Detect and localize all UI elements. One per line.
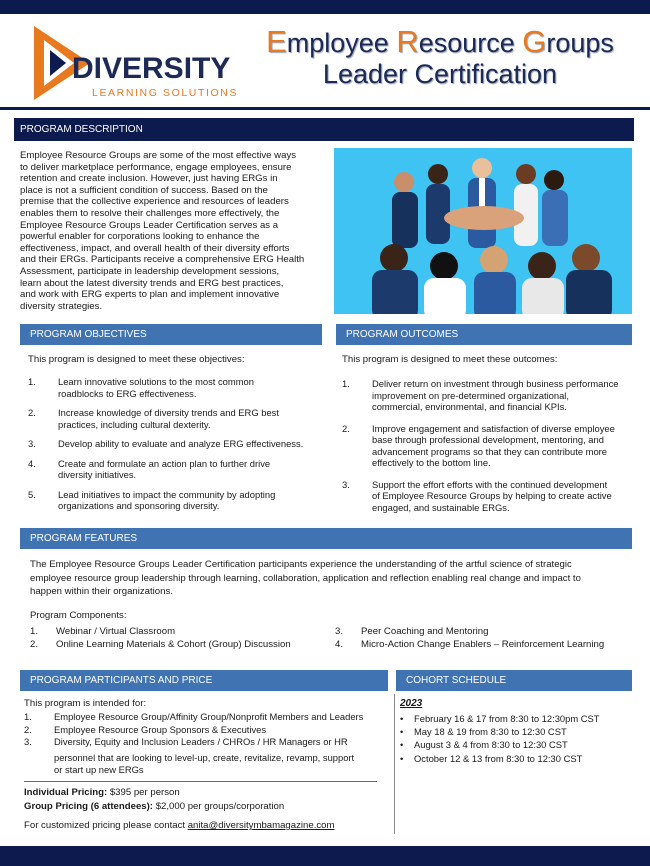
features-text (30, 558, 630, 599)
description-line: effectiveness, impact, and overall health of their diversity efforts (20, 242, 290, 254)
description-line: diversity strategies. (20, 300, 103, 312)
cohort-dates-list (400, 712, 600, 765)
description-line: premise that the collective experience and resources of leaders (20, 196, 289, 208)
section-heading-participants: PROGRAM PARTICIPANTS AND PRICE (20, 670, 388, 691)
description-text (20, 150, 330, 312)
list-item: 5. Lead initiatives to impact the community by adopting organizations and sponsoring diversity. (28, 488, 276, 511)
individual-pricing-value: $395 per person (109, 787, 180, 798)
title-cap-r: R (396, 24, 419, 59)
description-line: Employee Resource Groups Leader Certification serves as a (20, 219, 279, 231)
list-item: • October 12 & 13 from 8:30 to 12:30 CST (400, 752, 600, 765)
group-pricing (24, 801, 284, 812)
list-item: 2. Increase knowledge of diversity trends and ERG best practices, including cultural dexterity. (28, 407, 279, 430)
participants-intro: This program is intended for: (24, 698, 147, 709)
section-heading-cohort: COHORT SCHEDULE (396, 670, 632, 691)
header-divider (0, 107, 650, 110)
outcomes-intro: This program is designed to meet these outcomes: (342, 354, 558, 365)
logo-wordmark: DIVERSITY (72, 52, 231, 85)
description-line: Employee Resource Groups are some of the most effective ways (20, 150, 297, 161)
description-line: powerful enabler for corporations looking to enhance the (20, 231, 260, 243)
list-item: 1. Employee Resource Group/Affinity Group/Nonprofit Members and Leaders (24, 711, 364, 722)
participants-list (24, 711, 384, 777)
individual-pricing (24, 787, 180, 798)
top-band (0, 0, 650, 14)
list-item: 3. Develop ability to evaluate and analyze ERG effectiveness. (28, 438, 304, 449)
description-line: to deliver marketplace performance, engage employees, ensure (20, 161, 292, 173)
list-item: 3. Peer Coaching and Mentoring (335, 626, 489, 637)
title-word-3: roups (546, 28, 614, 58)
pricing-divider (24, 781, 377, 782)
description-line: retention and create inclusion. However, just having ERGs in (20, 173, 278, 185)
team-huddle-illustration (334, 148, 632, 314)
outcomes-list (342, 378, 642, 513)
list-item: 1. Learn innovative solutions to the most common roadblocks to ERG effectiveness. (28, 376, 254, 399)
cohort-year: 2023 (400, 698, 423, 709)
section-heading-description: PROGRAM DESCRIPTION (14, 118, 634, 141)
section-heading-features: PROGRAM FEATURES (20, 528, 632, 549)
list-item: 1. Webinar / Virtual Classroom (30, 626, 176, 637)
list-item: • February 16 & 17 from 8:30 to 12:30pm CST (400, 712, 600, 725)
list-item: 4. Micro-Action Change Enablers – Reinforcement Learning (335, 639, 605, 650)
title-word-2: esource (418, 28, 523, 58)
list-item: 2. Online Learning Materials & Cohort (Group) Discussion (30, 639, 291, 650)
list-item: • August 3 & 4 from 8:30 to 12:30 CST (400, 738, 600, 751)
logo-tagline: LEARNING SOLUTIONS (92, 87, 238, 99)
features-line: The Employee Resource Groups Leader Certification participants experience the understanding of the artful science of strategic (30, 559, 572, 570)
contact-text: For customized pricing please contact (24, 820, 186, 831)
features-line: employee resource group leadership through learning, collaboration, application and reflection enabling real change and impact to (30, 572, 581, 584)
pricing-contact (24, 820, 335, 831)
list-item: 3. Diversity, Equity and Inclusion Leaders / CHROs / HR Managers or HR personnel that are looking to level-up, create, revitalize, revamp, support or start up new ERGs (24, 736, 355, 776)
section-heading-outcomes: PROGRAM OUTCOMES (336, 324, 632, 345)
diversity-logo (28, 20, 238, 104)
contact-email-link[interactable]: anita@diversitymbamagazine.com (187, 820, 335, 831)
title-line-2: Leader Certification (322, 59, 558, 89)
bottom-band (0, 846, 650, 866)
description-line: and their ERGs. Participants receive a comprehensive ERG Health (20, 254, 305, 266)
title-cap-g: G (522, 24, 547, 59)
description-line: enables them to resolve their challenges more effectively, the (20, 207, 280, 219)
components-list-left (30, 625, 291, 651)
list-item: • May 18 & 19 from 8:30 to 12:30 CST (400, 725, 600, 738)
list-item: 2. Improve engagement and satisfaction of diverse employee base through professional development, mentoring, and advancement programs so that they can contribute more effectively to the bottom line. (342, 422, 615, 468)
list-item: 3. Support the effort efforts with the continued development of Employee Resource Groups by helping to create active engaged, and sustainable ERGs. (342, 478, 612, 513)
individual-pricing-label: Individual Pricing: (24, 787, 108, 798)
description-line: Assessment, participate in leadership development sessions, (20, 265, 280, 277)
components-list-right (335, 625, 604, 651)
components-label: Program Components: (30, 610, 127, 621)
objectives-list (28, 376, 324, 512)
title-word-1: mployee (286, 28, 397, 58)
title-cap-e: E (266, 24, 287, 59)
description-line: and work with ERG experts to plan and implement innovative (20, 289, 280, 301)
list-item: 1. Deliver return on investment through business performance improvement on pre-determined organizational, commercial, environmental, and financial KPIs. (342, 378, 619, 412)
description-line: place is not a sufficient condition of success. Based on the (20, 184, 268, 196)
list-item: 2. Employee Resource Group Sponsors & Executives (24, 723, 267, 735)
features-line: happen within their organizations. (30, 586, 173, 598)
objectives-intro: This program is designed to meet these objectives: (28, 354, 245, 365)
description-line: learn about the latest diversity trends and ERG best practices, (20, 277, 284, 289)
column-divider (394, 694, 395, 834)
list-item: 4. Create and formulate an action plan to further drive diversity initiatives. (28, 457, 271, 480)
group-pricing-value: $2,000 per groups/corporation (155, 801, 285, 812)
section-heading-objectives: PROGRAM OBJECTIVES (20, 324, 322, 345)
page-title (250, 26, 630, 90)
group-pricing-label: Group Pricing (6 attendees): (24, 801, 154, 812)
